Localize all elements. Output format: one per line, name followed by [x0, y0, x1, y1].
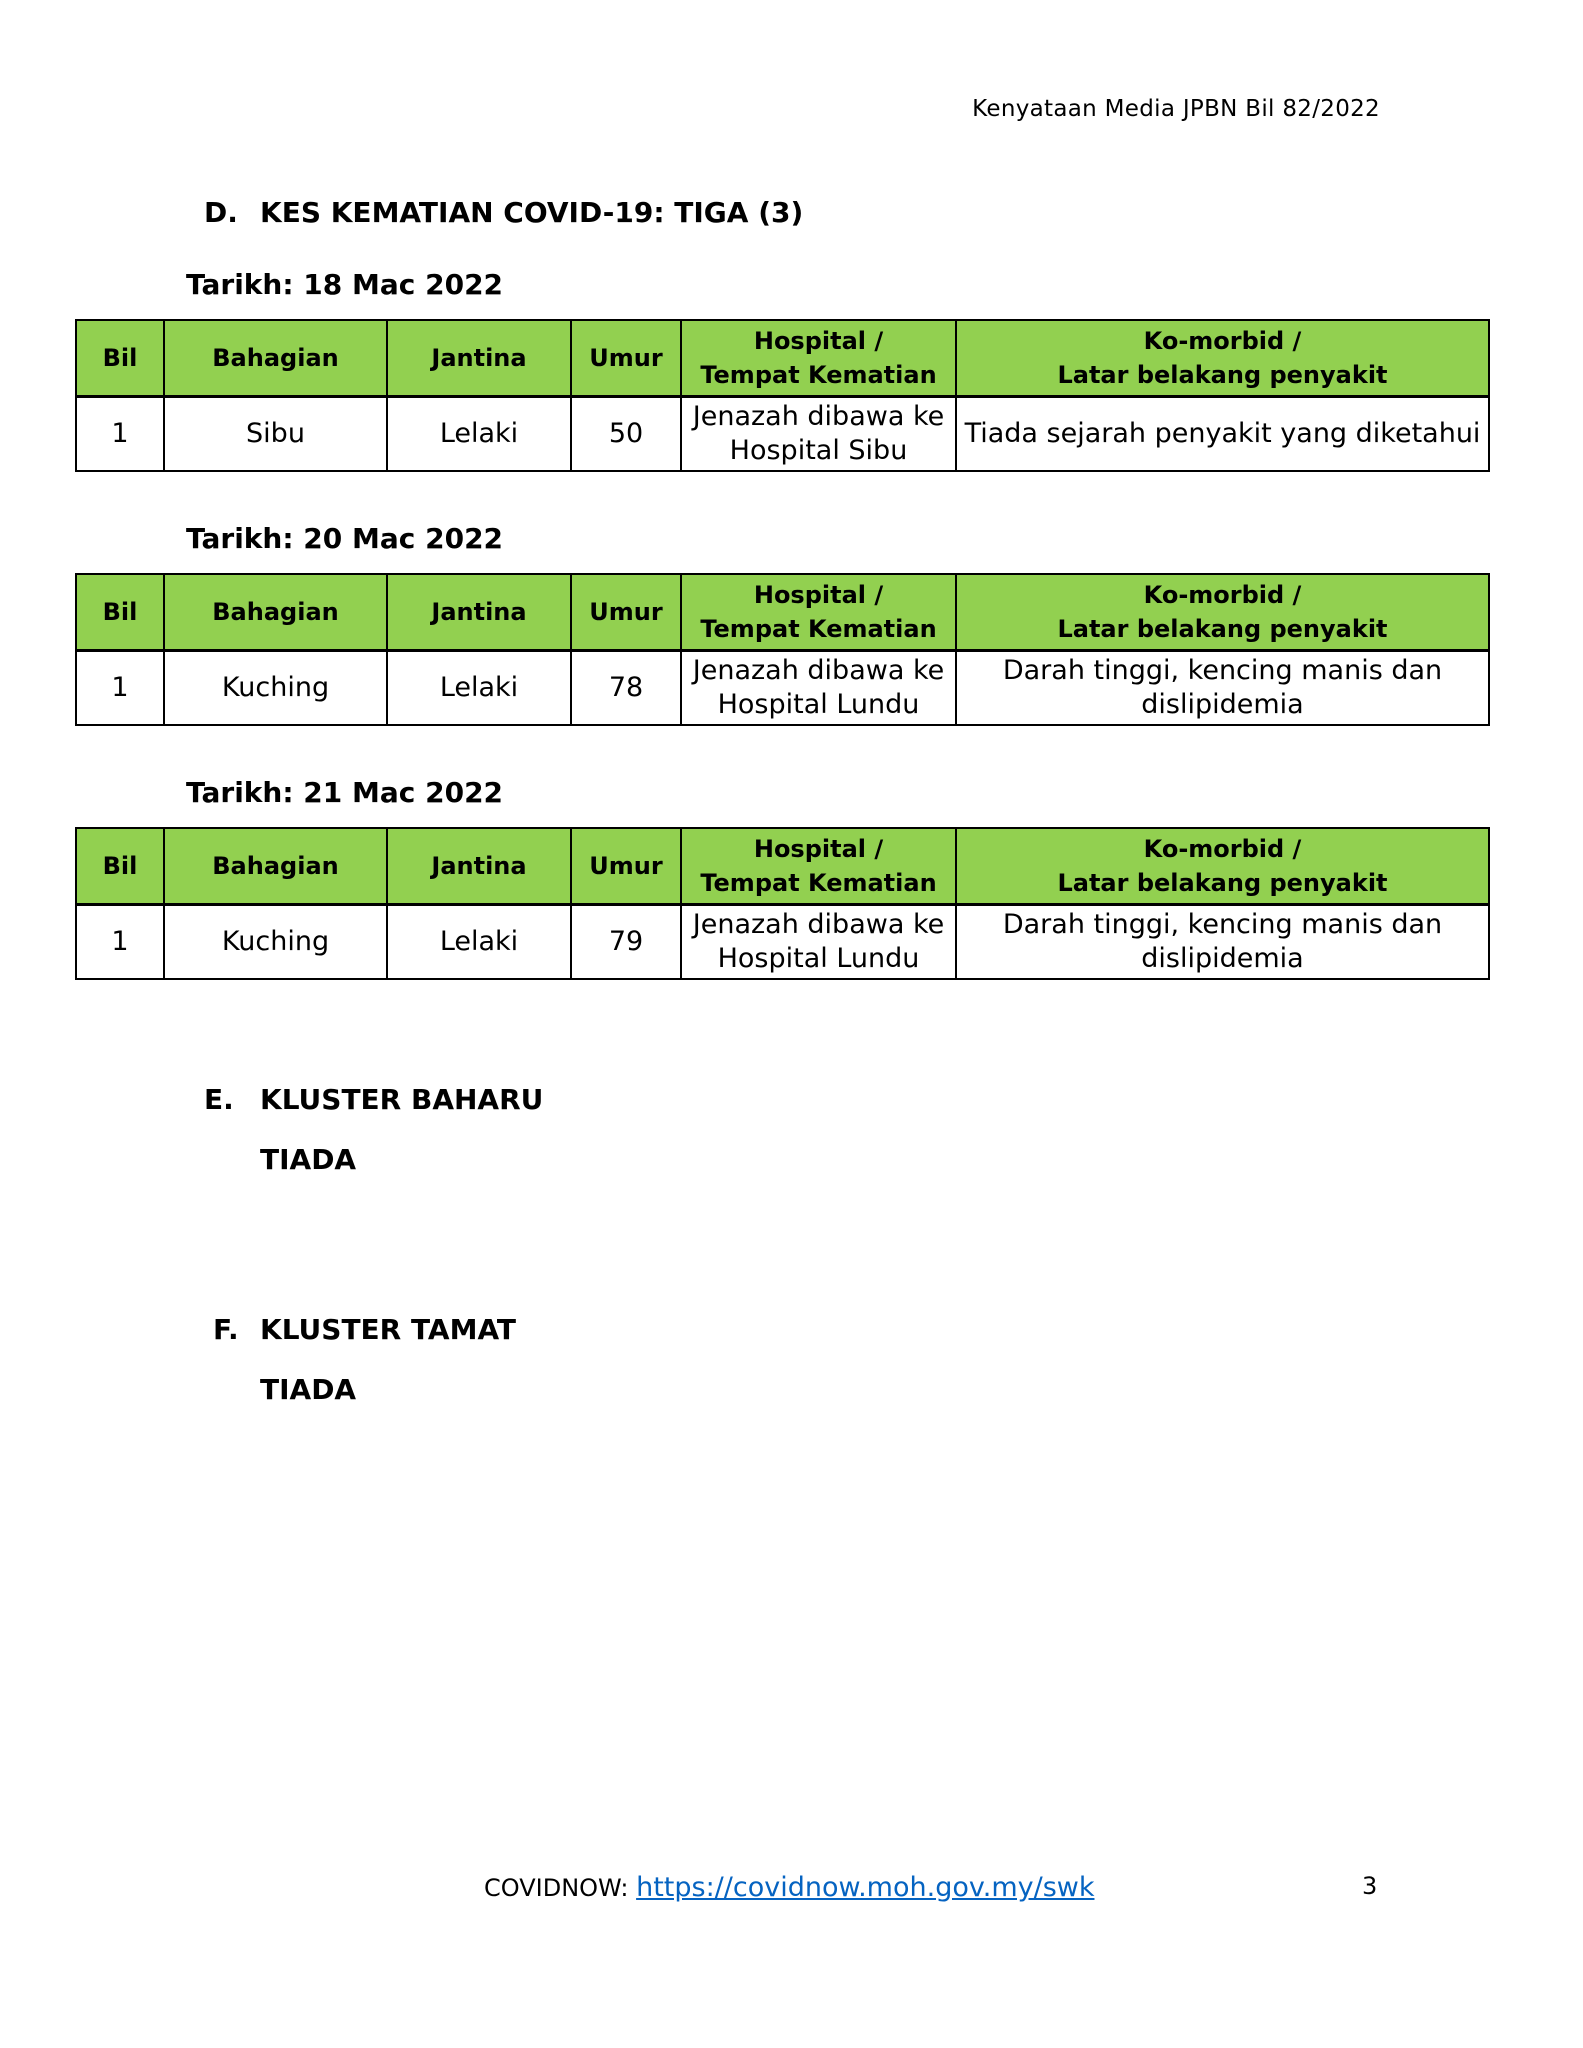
section-d-heading [204, 196, 803, 229]
cell-hospital [681, 905, 956, 980]
section-e-heading [204, 1083, 543, 1116]
cell-bahagian: Kuching [164, 651, 387, 726]
table-2-date: Tarikh: 20 Mac 2022 [186, 522, 504, 555]
document-reference: Kenyataan Media JPBN Bil 82/2022 [972, 96, 1380, 122]
col-jantina: Jantina [387, 574, 571, 651]
col-umur: Umur [571, 320, 681, 397]
section-d-title: KES KEMATIAN COVID-19: TIGA (3) [260, 196, 804, 229]
col-umur: Umur [571, 828, 681, 905]
cell-bahagian: Sibu [164, 397, 387, 472]
cell-umur: 78 [571, 651, 681, 726]
cell-jantina: Lelaki [387, 905, 571, 980]
cell-hospital-line2: Hospital Lundu [717, 689, 920, 720]
section-e-title: KLUSTER BAHARU [260, 1083, 544, 1116]
section-f-value: TIADA [260, 1373, 357, 1406]
cell-jantina: Lelaki [387, 397, 571, 472]
col-komorbid [956, 574, 1489, 651]
col-bahagian: Bahagian [164, 574, 387, 651]
cell-hospital-line1: Jenazah dibawa ke [692, 401, 945, 432]
cell-bil: 1 [76, 905, 164, 980]
table-header-row [76, 320, 1489, 397]
cell-bil: 1 [76, 651, 164, 726]
death-table-3 [75, 827, 1490, 980]
cell-komorbid-line1: Darah tinggi, kencing manis dan [1002, 909, 1443, 940]
table-row [76, 651, 1489, 726]
table-header-row [76, 574, 1489, 651]
col-komorbid-line1: Ko-morbid / [1143, 327, 1302, 355]
col-komorbid [956, 828, 1489, 905]
col-hospital-line2: Tempat Kematian [700, 615, 937, 643]
section-f-letter: F. [213, 1313, 239, 1346]
col-jantina: Jantina [387, 320, 571, 397]
col-hospital-line1: Hospital / [753, 327, 884, 355]
cell-hospital-line2: Hospital Lundu [717, 943, 920, 974]
cell-komorbid-line1: Tiada sejarah penyakit yang diketahui [964, 418, 1481, 449]
col-hospital-line2: Tempat Kematian [700, 869, 937, 897]
section-e-letter: E. [204, 1083, 234, 1116]
col-umur: Umur [571, 574, 681, 651]
cell-umur: 50 [571, 397, 681, 472]
covidnow-link[interactable]: https://covidnow.moh.gov.my/swk [636, 1872, 1095, 1903]
col-hospital-line1: Hospital / [753, 835, 884, 863]
section-f-heading [213, 1313, 516, 1346]
col-komorbid [956, 320, 1489, 397]
cell-hospital-line1: Jenazah dibawa ke [692, 655, 945, 686]
col-hospital [681, 574, 956, 651]
cell-hospital-line2: Hospital Sibu [729, 435, 908, 466]
col-bil: Bil [76, 320, 164, 397]
page-number: 3 [1362, 1872, 1378, 1900]
col-bil: Bil [76, 574, 164, 651]
cell-hospital-line1: Jenazah dibawa ke [692, 909, 945, 940]
cell-hospital [681, 397, 956, 472]
cell-komorbid-line1: Darah tinggi, kencing manis dan [1002, 655, 1443, 686]
cell-komorbid-line2: dislipidemia [1141, 943, 1304, 974]
table-row [76, 905, 1489, 980]
col-komorbid-line1: Ko-morbid / [1143, 581, 1302, 609]
col-bahagian: Bahagian [164, 828, 387, 905]
col-bil: Bil [76, 828, 164, 905]
table-1-date: Tarikh: 18 Mac 2022 [186, 268, 504, 301]
col-jantina: Jantina [387, 828, 571, 905]
col-hospital-line1: Hospital / [753, 581, 884, 609]
death-table-1 [75, 319, 1490, 472]
cell-umur: 79 [571, 905, 681, 980]
footer-label: COVIDNOW: [484, 1874, 637, 1902]
cell-bil: 1 [76, 397, 164, 472]
table-header-row [76, 828, 1489, 905]
col-komorbid-line2: Latar belakang penyakit [1057, 615, 1388, 643]
cell-jantina: Lelaki [387, 651, 571, 726]
footer [484, 1872, 1094, 1903]
col-bahagian: Bahagian [164, 320, 387, 397]
col-komorbid-line1: Ko-morbid / [1143, 835, 1302, 863]
section-d-letter: D. [204, 196, 238, 229]
cell-komorbid [956, 651, 1489, 726]
col-komorbid-line2: Latar belakang penyakit [1057, 869, 1388, 897]
col-komorbid-line2: Latar belakang penyakit [1057, 361, 1388, 389]
cell-komorbid [956, 397, 1489, 472]
table-3-date: Tarikh: 21 Mac 2022 [186, 776, 504, 809]
death-table-2 [75, 573, 1490, 726]
col-hospital [681, 320, 956, 397]
section-e-value: TIADA [260, 1143, 357, 1176]
cell-komorbid [956, 905, 1489, 980]
section-f-title: KLUSTER TAMAT [260, 1313, 517, 1346]
col-hospital-line2: Tempat Kematian [700, 361, 937, 389]
col-hospital [681, 828, 956, 905]
cell-bahagian: Kuching [164, 905, 387, 980]
cell-komorbid-line2: dislipidemia [1141, 689, 1304, 720]
table-row [76, 397, 1489, 472]
cell-hospital [681, 651, 956, 726]
